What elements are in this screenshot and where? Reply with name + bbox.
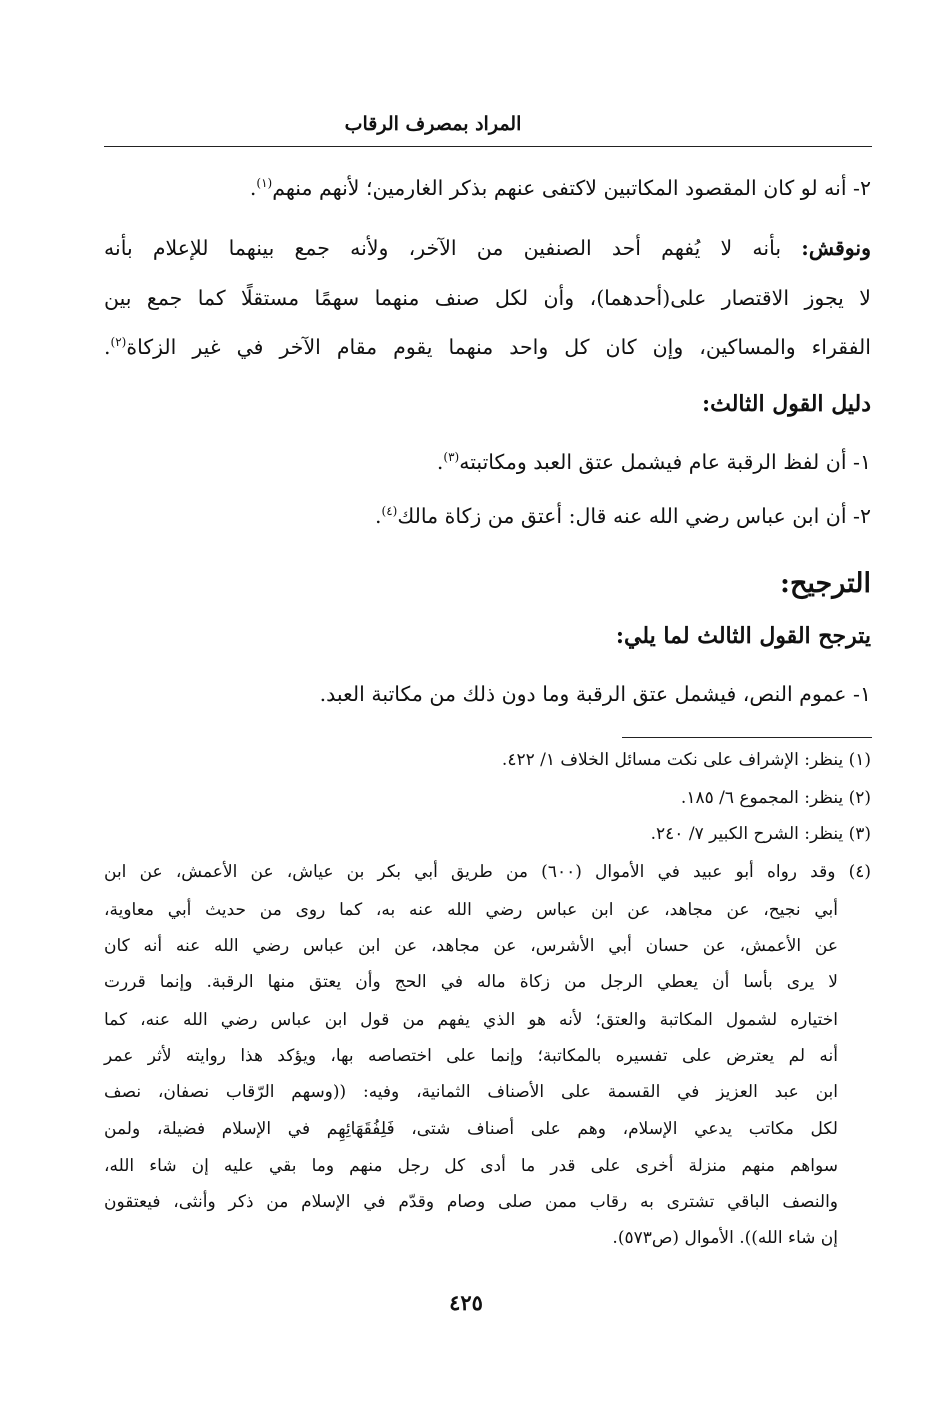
footnote-ref-3[interactable]: (٣) xyxy=(443,450,460,465)
rebuttal-end: . xyxy=(104,335,111,359)
evidence-one-line xyxy=(437,452,871,473)
evidence-two-line xyxy=(375,506,871,527)
footnote-4-line-4: لا يرى بأسا أن يعطي الرجل من زكاة ماله في الحج وأن يعتق منها الرقبة. وإنما قررت xyxy=(104,972,838,992)
footnote-ref-1[interactable]: (١) xyxy=(256,176,273,191)
footnote-ref-2[interactable]: (٢) xyxy=(110,335,127,350)
rebuttal-line-1 xyxy=(104,238,871,259)
rebuttal-text-1: بأنه لا يُفهم أحد الصنفين من الآخر، ولأنه جمع بينهما للإعلام بأنه xyxy=(104,236,782,260)
heading-preferred-opinion: يترجح القول الثالث لما يلي: xyxy=(615,623,871,649)
footnote-4-line-8: لكل مكاتب يدعي الإسلام، وهم على أصناف شتى، فَلِفُقَهَائِهِم في الإسلام فضيلة، ولمن xyxy=(104,1119,838,1139)
footnote-4-line-6: أنه لم يعترض على تفسيره بالمكاتبة؛ وإنما على اختصاصه بها، ويؤكد هذا روايته لأثر عمر xyxy=(104,1046,838,1066)
footnote-4-line-10: والنصف الباقي تشترى به رقاب ممن صلى وصام وقدّم في الإسلام من ذكر وأنثى، فيعتقون xyxy=(104,1192,838,1212)
footnote-4-line-7: ابن عبد العزيز في القسمة على الأصناف الثمانية، وفيه: ((وسهم الرّقاب نصفان، نصف xyxy=(104,1082,838,1102)
argument-two-line xyxy=(250,178,871,199)
footnote-4-line-2: أبي نجيح، عن مجاهد، عن ابن عباس رضي الله عنه به، كما روى من حديث أبي معاوية، xyxy=(104,900,838,920)
rebuttal-label: ونوقش: xyxy=(801,236,871,260)
page-number: ٤٢٥ xyxy=(449,1290,483,1315)
footnote-4-line-11: إن شاء الله)). الأموال (ص٥٧٣). xyxy=(612,1228,838,1248)
footnote-ref-4[interactable]: (٤) xyxy=(381,504,398,519)
rebuttal-line-3 xyxy=(104,337,871,358)
argument-two-text: ٢- أنه لو كان المقصود المكاتبين لاكتفى عنهم بذكر الغارمين؛ لأنهم منهم xyxy=(272,176,871,200)
footnote-4-line-5: اختياره لشمول المكاتبة والعتق؛ لأنه هو الذي يفهم من قول ابن عباس رضي الله عنه، كما xyxy=(104,1010,838,1030)
footnote-4-line-1: (٤) وقد رواه أبو عبيد في الأموال (٦٠٠) من طريق أبي بكر بن عياش، عن الأعمش، عن ابن xyxy=(104,862,872,882)
footnote-4-line-9: سواهم منهم منزلة أخرى على قدر ما أدى كل رجل منهم وما بقي عليه إن شاء الله، xyxy=(104,1156,838,1176)
footnote-1: (١) ينظر: الإشراف على نكت مسائل الخلاف ١/ ٤٢٢. xyxy=(501,750,871,770)
heading-tarjih: الترجيح: xyxy=(779,568,871,599)
reason-one-line: ١- عموم النص، فيشمل عتق الرقبة وما دون ذلك من مكاتبة العبد. xyxy=(319,682,871,706)
evidence-one-end: . xyxy=(436,450,444,474)
argument-two-end: . xyxy=(249,176,257,200)
running-header-title: المراد بمصرف الرقاب xyxy=(344,113,522,135)
footnote-divider xyxy=(622,737,872,738)
evidence-two-text: ٢- أن ابن عباس رضي الله عنه قال: أعتق من زكاة مالك xyxy=(397,504,871,528)
rebuttal-text-3: الفقراء والمساكين، وإن كان كل واحد منهما يقوم مقام الآخر في غير الزكاة xyxy=(126,335,871,359)
header-divider xyxy=(104,146,872,147)
footnote-3: (٣) ينظر: الشرح الكبير ٧/ ٢٤٠. xyxy=(650,824,871,844)
evidence-one-text: ١- أن لفظ الرقبة عام فيشمل عتق العبد ومكاتبته xyxy=(459,450,871,474)
heading-third-opinion-evidence: دليل القول الثالث: xyxy=(702,391,871,417)
footnote-2: (٢) ينظر: المجموع ٦/ ١٨٥. xyxy=(680,788,871,808)
evidence-two-end: . xyxy=(375,504,382,528)
footnote-4-line-3: عن الأعمش، عن حسان أبي الأشرس، عن مجاهد، عن ابن عباس رضي الله عنه أنه كان xyxy=(104,936,838,956)
rebuttal-line-2: لا يجوز الاقتصار على(أحدهما)، وأن لكل صنف منهما سهمًا مستقلًا كما جمع بين xyxy=(104,286,871,310)
